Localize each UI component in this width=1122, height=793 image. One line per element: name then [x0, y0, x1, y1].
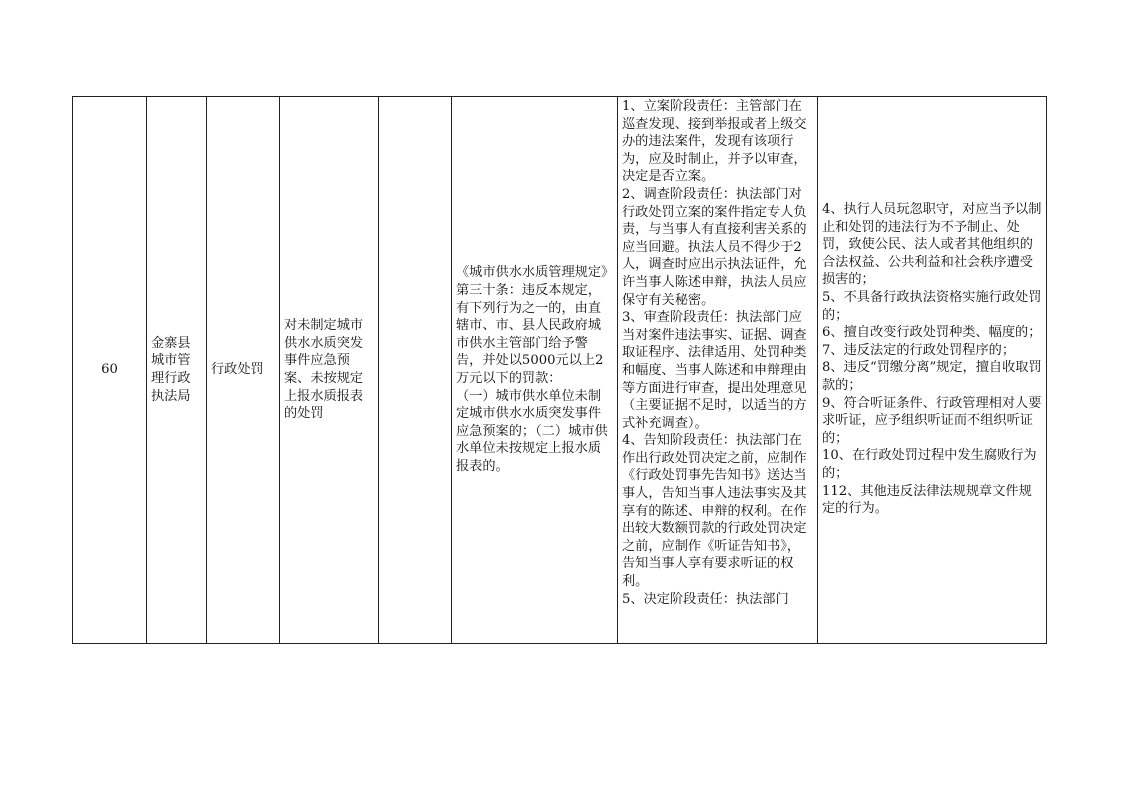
accountability-item: 112、其他违反法律法规规章文件规定的行为。: [822, 483, 1032, 517]
accountability-item: 6、擅自改变行政处罚种类、幅度的；: [822, 325, 1042, 341]
duty-item: 5、决定阶段责任：执法部门: [622, 591, 789, 607]
row-number: 60: [73, 97, 147, 644]
duty-item: 1、立案阶段责任：主管部门在巡查发现、接到举报或者上级交办的违法案件，发现有该项行为，应及时制止，并予以审查，决定是否立案。: [622, 99, 807, 185]
item-name-cell: 对未制定城市供水水质突发事件应急预案、未按规定上报水质报表的处罚: [280, 97, 379, 644]
duty-item: 3、审查阶段责任：执法部门应当对案件违法事实、证据、调查取证程序、法律适用、处罚种类和幅度、当事人陈述和申辩理由等方面进行审查，提出处理意见（主要证据不足时，以适当的方式补充调查）。: [622, 310, 807, 431]
empty-cell: [379, 97, 452, 644]
accountability-item: 8、违反“罚缴分离”规定，擅自收取罚款的；: [822, 360, 1042, 393]
legal-basis-cell: 《城市供水水质管理规定》第三十条：违反本规定，有下列行为之一的，由直辖市、市、县人民政府城市供水主管部门给予警告，并处以5000元以上2万元以下的罚款： （一）城市供水单位未制定城市供水水质突发事件应急预案的；（二）城市供水单位未按规定上报水质报表的。: [452, 97, 618, 644]
accountability-item: 5、不具备行政执法资格实施行政处罚的；: [822, 289, 1042, 323]
responsibility-table: [72, 96, 1047, 644]
duties-cell: [618, 97, 818, 644]
duty-item: 2、调查阶段责任：执法部门对行政处罚立案的案件指定专人负责，与当事人有直接利害关系的应当回避。执法人员不得少于2人，调查时应出示执法证件，允许当事人陈述申辩，执法人员应保守有关秘密。: [622, 186, 807, 308]
table-row: [73, 97, 1047, 644]
duty-item: 4、告知阶段责任：执法部门在作出行政处罚决定之前，应制作《行政处罚事先告知书》送达当事人，告知当事人违法事实及其享有的陈述、申辩的权利。在作出较大数额罚款的行政处罚决定之前，应制作《听证告知书》，告知当事人享有要求听证的权利。: [622, 433, 807, 590]
accountability-item: 9、符合听证条件、行政管理相对人要求听证，应予组织听证而不组织听证的；: [822, 395, 1042, 446]
category-cell: 行政处罚: [207, 97, 280, 644]
department-cell: 金寨县城市管理行政执法局: [147, 97, 207, 644]
accountability-cell: [818, 97, 1047, 644]
accountability-item: 7、违反法定的行政处罚程序的；: [822, 342, 1016, 358]
accountability-item: 10、在行政处罚过程中发生腐败行为的；: [822, 448, 1037, 481]
accountability-item: 4、执行人员玩忽职守，对应当予以制止和处罚的违法行为不予制止、处罚，致使公民、法人或者其他组织的合法权益、公共利益和社会秩序遭受损害的；: [822, 202, 1042, 288]
